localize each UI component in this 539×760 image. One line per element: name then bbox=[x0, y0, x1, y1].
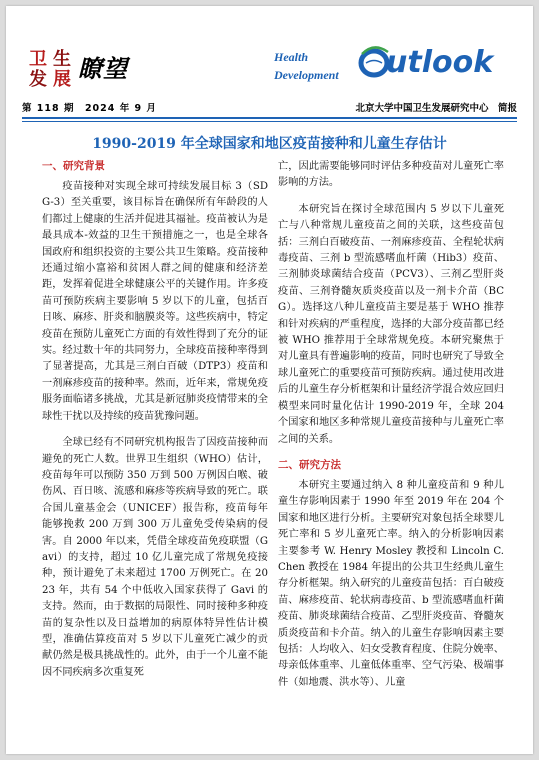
section-heading: 二、研究方法 bbox=[278, 458, 341, 471]
brand-development: Development bbox=[274, 68, 339, 82]
brand-health: Health bbox=[274, 50, 309, 64]
header-rule-thin bbox=[22, 121, 517, 122]
logo-char: 展 bbox=[53, 69, 71, 90]
logo-char: 卫 bbox=[29, 49, 47, 70]
logo-slogan: 瞭望 bbox=[78, 54, 128, 83]
logo-char: 生 bbox=[53, 49, 71, 70]
paragraph: 疫苗接种对实现全球可持续发展目标 3（SDG-3）至关重要，该目标旨在确保所有年龄段的人们都过上健康的生活并促进其福祉。疫苗被认为是最具成本-效益的卫生干预措施之一，也是全球各国政府和组织投资的主要公共卫生策略。疫苗接种还通过缩小富裕和贫困人群之间的健康和经济差距，发挥着促进全球健康公平的关键作用。许多疫苗可预防疾病主要影响 5 岁以下的儿童，包括百日咳、麻疹、肝炎和脑膜炎等。这些疾病中，特定疫苗在预防儿童死亡方面的有效性得到了充分的证实。经过数十年的共同努力，全球疫苗接种率得到了显著提高，尤其是三剂白百破（DTP3）疫苗和一剂麻疹疫苗的接种率。然而，近年来，常规免疫服务面临诸多挑战，尤其是新冠肺炎疫情带来的全球性干扰以及持续的疫苗犹豫问题。 bbox=[42, 181, 268, 422]
article-title: 1990-2019 年全球国家和地区疫苗接种和儿童生存估计 bbox=[92, 136, 447, 152]
paragraph: 本研究主要通过纳入 8 种儿童疫苗和 9 种儿童生存影响因素于 1990 年至 2019 年在 204 个国家和地区进行分析。主要研究对象包括全球婴儿死亡率和 5 岁儿童死亡率。纳入的分析影响因素主要参考 W. Henry Mosley 教授和 Lincoln C. Chen 教授在 1984 年提出的公共卫生经典儿童生存分析框架。纳入研究的儿童疫苗包括：百白破疫苗、麻疹疫苗、轮状病毒疫苗、b 型流感嗜血杆菌疫苗、肺炎球菌结合疫苗、乙型肝炎疫苗、脊髓灰质炎疫苗和卡介苗。纳入的儿童生存影响因素主要包括：人均收入、妇女受教育程度、住院分娩率、母亲低体重率、儿童低体重率、空气污染、极端事件（如地震、洪水等）、儿童 bbox=[278, 479, 504, 688]
section-heading: 一、研究背景 bbox=[42, 160, 105, 172]
right-column bbox=[278, 159, 504, 691]
masthead bbox=[6, 6, 533, 101]
issue-number: 第 118 期 2024 年 9 月 bbox=[22, 103, 157, 114]
paragraph: 全球已经有不同研究机构报告了因疫苗接种而避免的死亡人数。世界卫生组织（WHO）估计，疫苗每年可以预防 350 万到 500 万例因白喉、破伤风、百日咳、流感和麻疹等疾病导致的死亡。联合国儿童基金会（UNICEF）报告称，疫苗每年能够挽救 200 万到 300 万儿童免受传染病的侵害。自 2000 年以来，凭借全球疫苗免疫联盟（Gavi）的支持，超过 10 亿儿童完成了常规免疫接种，预计避免了未来超过 1700 万例死亡。在 2023 年，共有 54 个中低收入国家获得了 Gavi 的支持。然而，由于数据的局限性、同时接种多种疫苗的复杂性以及日益增加的病原体特异性估计模型，准确估算疫苗对 5 岁以下儿童死亡减少的贡献仍然是极具挑战性的。此外，由于一个儿童不能因不同疾病多次重复死 bbox=[42, 437, 268, 678]
left-column bbox=[42, 159, 268, 681]
paragraph: 亡，因此需要能够同时评估多种疫苗对儿童死亡率影响的方法。 bbox=[278, 161, 504, 189]
logo bbox=[26, 50, 74, 90]
issue-bar bbox=[22, 98, 517, 114]
header-rule bbox=[22, 117, 517, 119]
page bbox=[6, 6, 533, 754]
logo-char: 发 bbox=[29, 69, 47, 90]
paragraph: 本研究旨在探讨全球范围内 5 岁以下儿童死亡与八种常规儿童疫苗之间的关联，这些疫苗包括：三剂白百破疫苗、一剂麻疹疫苗、全程轮状病毒疫苗、三剂 b 型流感嗜血杆菌（Hib3）疫苗、三剂肺炎球菌结合疫苗（PCV3）、三剂乙型肝炎疫苗、三剂脊髓灰质炎疫苗以及一剂卡介苗（BCG）。选择这八种儿童疫苗主要是基于 WHO 推荐和针对疾病的严重程度，选择的大部分疫苗都已经被 WHO 推荐用于全球常规免疫。本研究聚焦于对儿童具有普遍影响的疫苗，同时也研究了导致全球儿童死亡的重要疫苗可预防疾病。通过使用改进后的儿童生存分析框架和计量经济学混合效应回归模型来同时量化估计 1990-2019 年，全球 204 个国家和地区多种常规儿童疫苗接种与儿童死亡率之间的关系。 bbox=[278, 203, 504, 445]
brand-outlook: utlook bbox=[386, 45, 494, 80]
publisher: 北京大学中国卫生发展研究中心 简报 bbox=[355, 103, 517, 114]
